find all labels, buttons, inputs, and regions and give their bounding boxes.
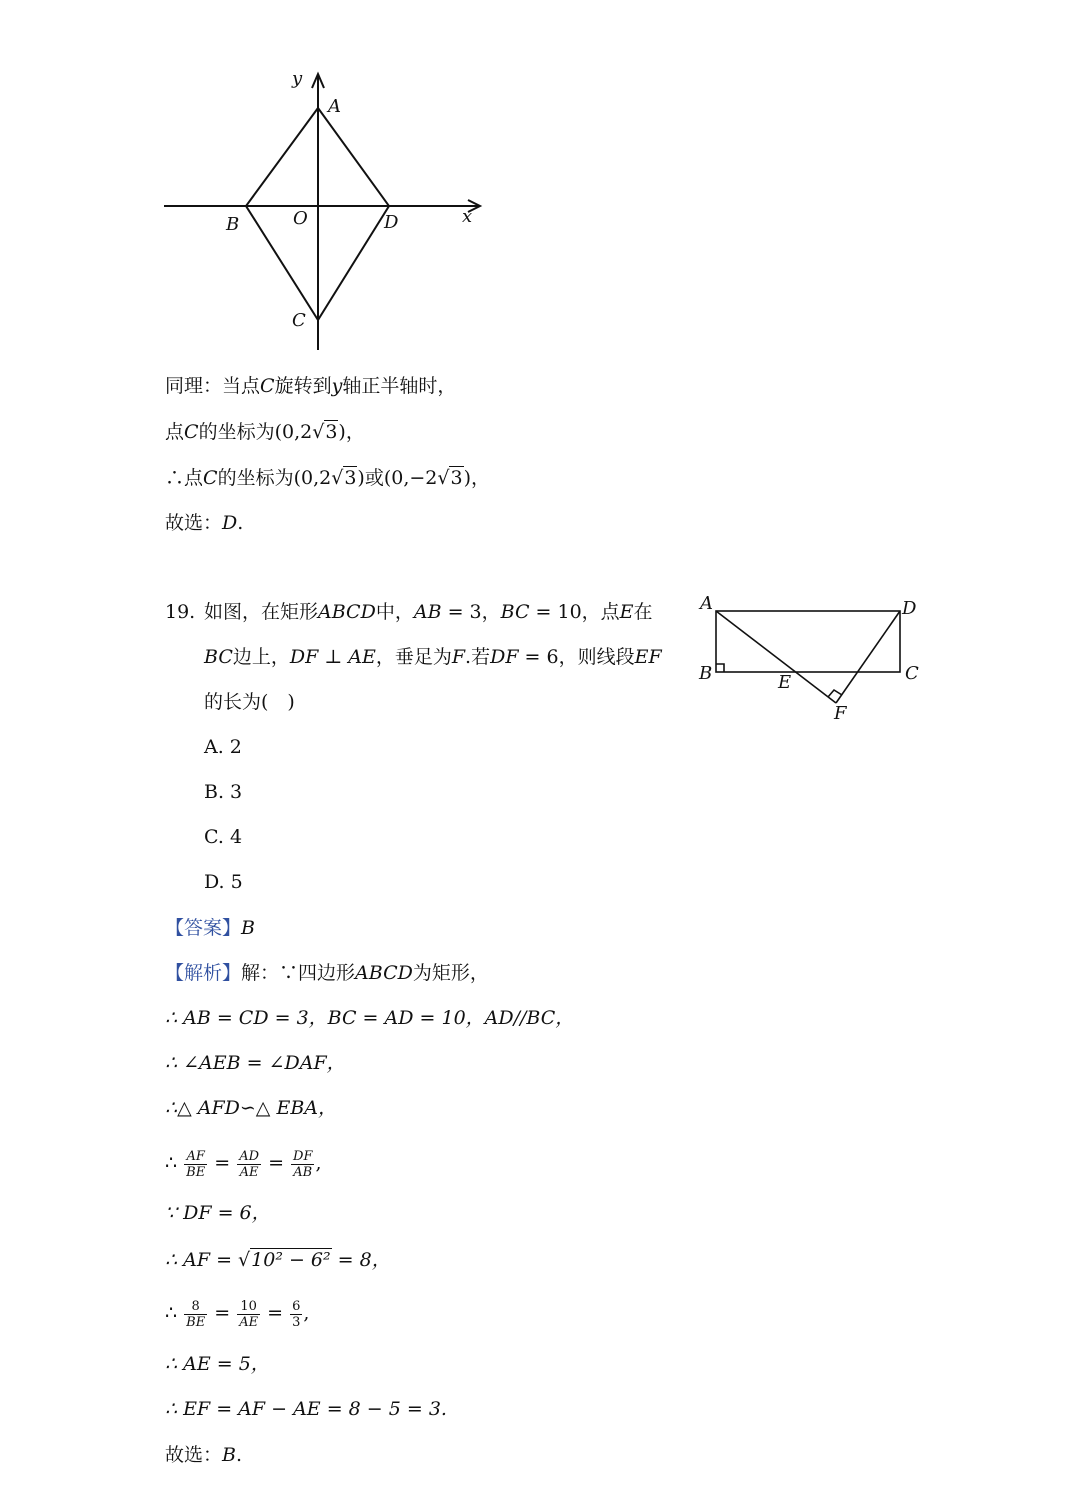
- question-stem-line-2: BC边上，DF ⊥ AE，垂足为F.若DF = 6，则线段EF: [204, 646, 662, 668]
- option-b[interactable]: B. 3: [204, 781, 243, 803]
- solution-line-1: 同理：当点C旋转到y轴正半轴时，: [165, 375, 457, 397]
- option-d[interactable]: D. 5: [204, 871, 243, 893]
- fraction-10-ae: $\frac{10}{AE}$: [239, 1298, 259, 1330]
- point-label-b: B: [226, 214, 240, 235]
- answer-tag: 【答案】: [165, 917, 242, 939]
- option-c[interactable]: C. 4: [204, 826, 243, 848]
- question-stem-line-1: 如图，在矩形ABCD中，AB = 3，BC = 10，点E在: [204, 601, 653, 623]
- solution-line-4: 故选：D.: [165, 512, 244, 534]
- x-axis-label: x: [462, 206, 473, 227]
- analysis-line-8: ∴ $\frac{8}{BE}$ = $\frac{10}{AE}$ = $\frac{6}{3}$ ,: [165, 1298, 310, 1330]
- rectangle-figure: [690, 590, 930, 730]
- option-a[interactable]: A. 2: [204, 736, 242, 758]
- solution-line-2: 点C的坐标为(0,2√3)，: [165, 421, 365, 443]
- point-label-o: O: [293, 208, 308, 229]
- rect-label-a: A: [700, 593, 713, 614]
- answer-line: 【答案】B: [165, 917, 255, 939]
- point-label-c: C: [292, 310, 306, 331]
- rect-label-b: B: [699, 663, 713, 684]
- analysis-line-11: 故选：B.: [165, 1444, 243, 1466]
- analysis-line-10: ∴ EF = AF − AE = 8 − 5 = 3.: [165, 1398, 447, 1420]
- question-stem-line-3: 的长为( ): [204, 691, 295, 713]
- solution-line-3: ∴点C的坐标为(0,2√3)或(0,−2√3)，: [165, 467, 490, 489]
- analysis-line-6: ∵ DF = 6，: [165, 1202, 271, 1224]
- analysis-tag: 【解析】: [165, 962, 242, 984]
- rhombus-figure: [150, 60, 500, 360]
- question-number: 19.: [165, 601, 196, 623]
- y-axis-label: y: [292, 68, 303, 89]
- rect-label-c: C: [905, 663, 919, 684]
- rect-label-e: E: [778, 672, 792, 693]
- point-label-d: D: [384, 212, 399, 233]
- analysis-line-2: ∴ AB = CD = 3，BC = AD = 10，AD//BC，: [165, 1007, 575, 1029]
- analysis-line-4: ∴△ AFD∽△ EBA，: [165, 1097, 338, 1119]
- rect-label-d: D: [902, 598, 917, 619]
- analysis-line-5: ∴ $\frac{AF}{BE}$ = $\frac{AD}{AE}$ = $\frac{DF}{AB}$ ,: [165, 1148, 322, 1180]
- analysis-line-9: ∴ AE = 5，: [165, 1353, 270, 1375]
- fraction-ad-ae: $\frac{AD}{AE}$: [239, 1148, 260, 1180]
- fraction-af-be: $\frac{AF}{BE}$: [186, 1148, 206, 1180]
- point-label-a: A: [328, 96, 341, 117]
- fraction-6-3: $\frac{6}{3}$: [292, 1298, 301, 1330]
- rect-label-f: F: [834, 703, 847, 724]
- fraction-8-be: $\frac{8}{BE}$: [186, 1298, 206, 1330]
- analysis-line-7: ∴ AF = √10² − 6² = 8，: [165, 1249, 391, 1271]
- fraction-df-ab: $\frac{DF}{AB}$: [293, 1148, 313, 1180]
- analysis-line-1: 【解析】解：∵四边形ABCD为矩形，: [165, 962, 489, 984]
- analysis-line-3: ∴ ∠AEB = ∠DAF，: [165, 1052, 346, 1074]
